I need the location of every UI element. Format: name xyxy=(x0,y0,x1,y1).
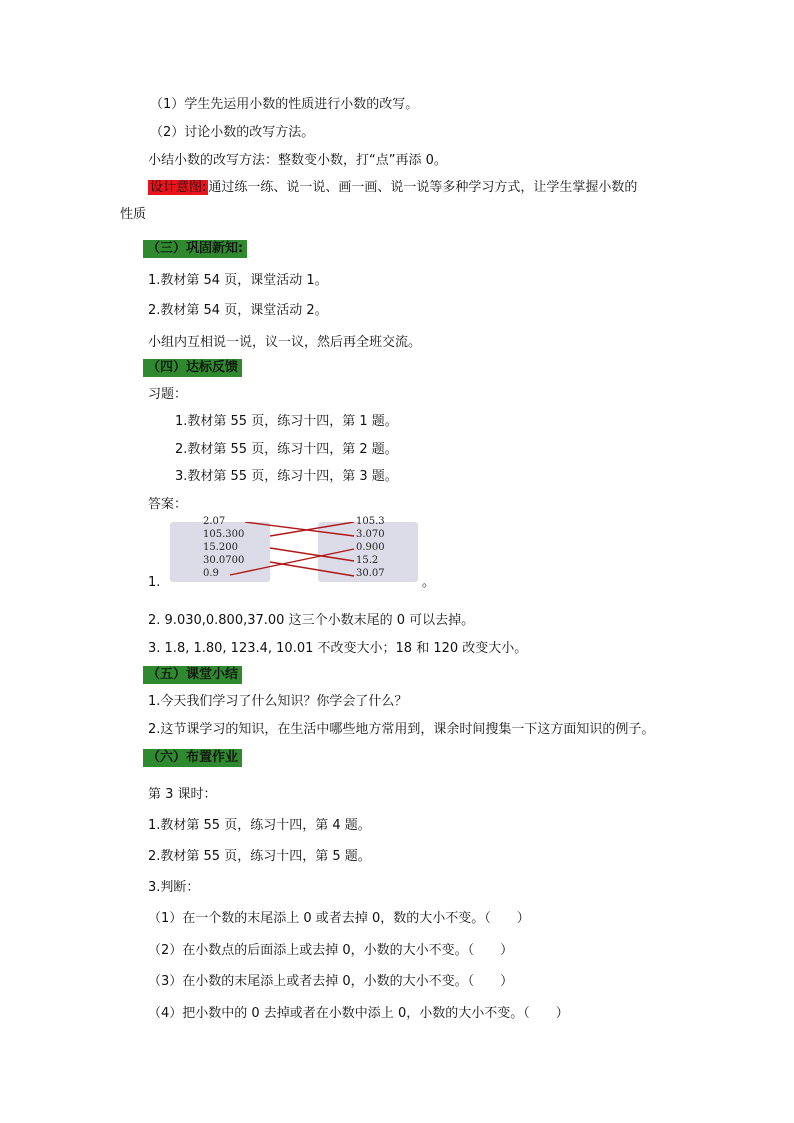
judgement-4: （4）把小数中的 0 去掉或者在小数中添上 0，小数的大小不变。（ ） xyxy=(148,1006,569,1021)
exercise-3: 3.教材第 55 页，练习十四，第 3 题。 xyxy=(175,469,398,484)
match-line-3 xyxy=(270,548,354,561)
left-value-1: 2.07 xyxy=(203,516,226,527)
judgement-1: （1）在一个数的末尾添上 0 或者去掉 0，数的大小不变。（ ） xyxy=(148,911,530,926)
left-value-5: 0.9 xyxy=(203,568,219,579)
matching-diagram xyxy=(170,516,418,582)
step-1-text: （1）学生先运用小数的性质进行小数的改写。 xyxy=(150,97,419,112)
right-value-4: 15.2 xyxy=(356,555,379,566)
section-3-item-2: 2.教材第 54 页，课堂活动 2。 xyxy=(148,303,328,318)
answer-label: 答案： xyxy=(148,497,188,512)
matching-lines xyxy=(170,522,418,582)
summary-method: 小结小数的改写方法：整数变小数，打“点”再添 0。 xyxy=(148,153,447,168)
section-3-heading: （三）巩固新知: xyxy=(143,240,247,258)
right-value-1: 105.3 xyxy=(356,516,385,527)
section-5-item-2: 2.这节课学习的知识，在生活中哪些地方常用到，课余时间搜集一下这方面知识的例子。 xyxy=(148,722,655,737)
right-value-2: 3.070 xyxy=(356,529,385,540)
lesson-label: 第 3 课时： xyxy=(148,787,217,802)
section-3-item-1: 1.教材第 54 页，课堂活动 1。 xyxy=(148,273,328,288)
homework-2: 2.教材第 55 页，练习十四，第 5 题。 xyxy=(148,849,371,864)
left-value-3: 15.200 xyxy=(203,542,238,553)
exercise-label: 习题： xyxy=(148,387,188,402)
design-intent xyxy=(148,179,637,197)
exercise-1: 1.教材第 55 页，练习十四，第 1 题。 xyxy=(175,414,398,429)
left-value-2: 105.300 xyxy=(203,529,245,540)
answer-1-prefix: 1. xyxy=(148,575,161,590)
design-intent-continuation: 性质 xyxy=(120,207,147,222)
section-4-heading: （四）达标反馈 xyxy=(143,359,242,377)
section-3-note: 小组内互相说一说，议一议，然后再全班交流。 xyxy=(148,335,422,350)
exercise-2: 2.教材第 55 页，练习十四，第 2 题。 xyxy=(175,442,398,457)
design-intent-text: 通过练一练、说一说、画一画、说一说等多种学习方式，让学生掌握小数的 xyxy=(208,180,638,195)
section-5-item-1: 1.今天我们学习了什么知识？你学会了什么？ xyxy=(148,694,408,709)
right-value-5: 30.07 xyxy=(356,568,385,579)
match-line-5 xyxy=(230,549,354,575)
design-intent-label: 设计意图: xyxy=(150,180,207,195)
answer-3: 3. 1.8, 1.80, 123.4, 10.01 不改变大小；18 和 120 改变大小。 xyxy=(148,641,528,656)
step-2-text: （2）讨论小数的改写方法。 xyxy=(150,125,315,140)
answer-2: 2. 9.030,0.800,37.00 这三个小数末尾的 0 可以去掉。 xyxy=(148,613,475,628)
homework-3: 3.判断： xyxy=(148,880,200,895)
judgement-3: （3）在小数的末尾添上或者去掉 0，小数的大小不变。（ ） xyxy=(148,974,514,989)
right-value-3: 0.900 xyxy=(356,542,385,553)
judgement-2: （2）在小数点的后面添上或去掉 0，小数的大小不变。（ ） xyxy=(148,943,514,958)
section-6-heading: （六）布置作业 xyxy=(143,749,242,767)
answer-1-suffix: 。 xyxy=(422,575,436,590)
left-value-4: 30.0700 xyxy=(203,555,245,566)
section-5-heading: （五）课堂小结 xyxy=(143,666,242,684)
homework-1: 1.教材第 55 页，练习十四，第 4 题。 xyxy=(148,818,371,833)
